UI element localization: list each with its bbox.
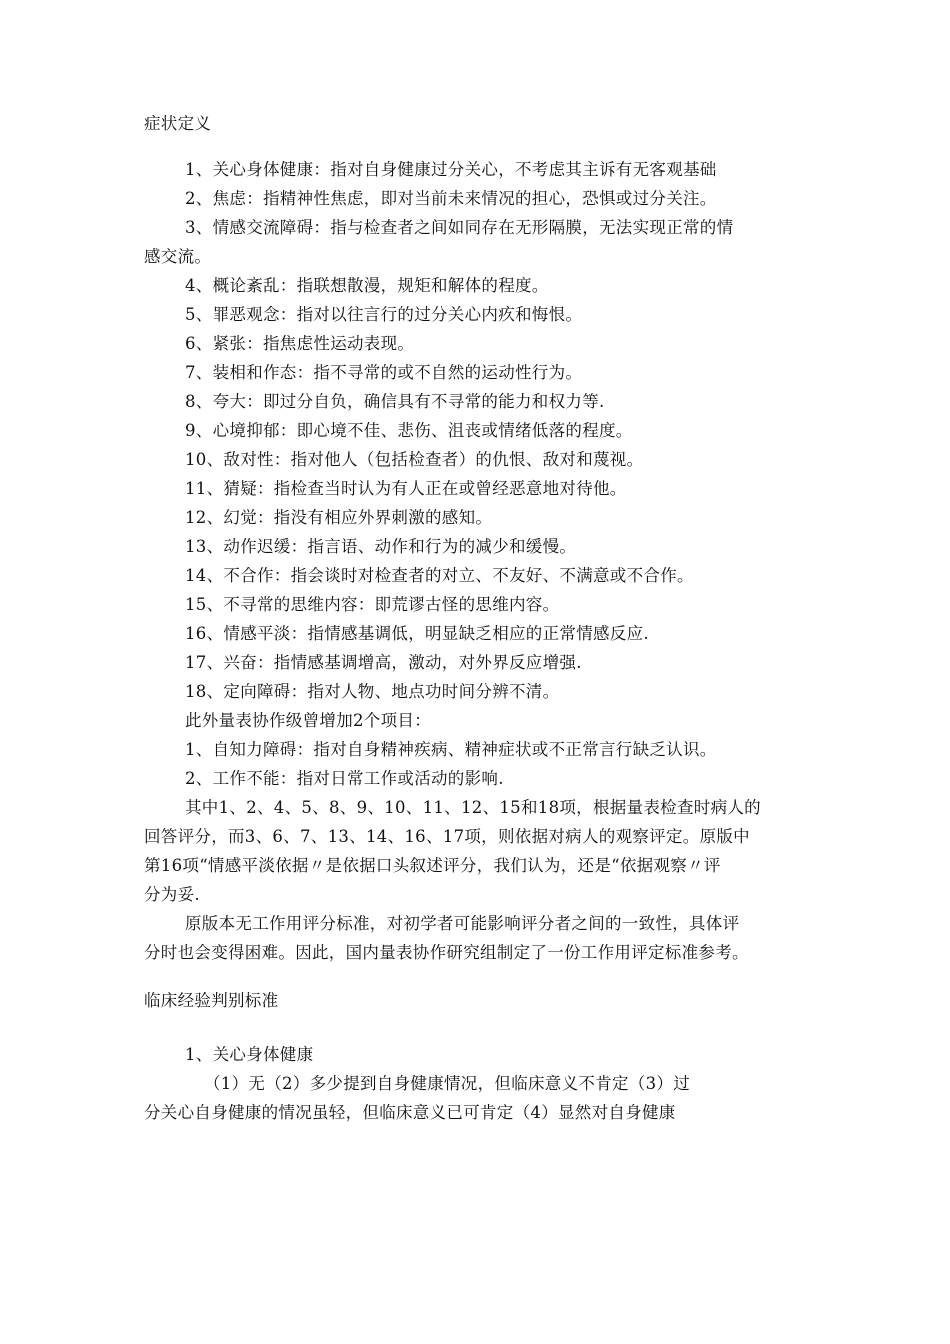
extra-item-1: 1、自知力障碍：指对自身精神疾病、精神症状或不正常言行缺乏认识。 (185, 740, 717, 759)
criteria-item-1-line-2: 分关心自身健康的情况虽轻，但临床意义已可肯定（4）显然对自身健康 (144, 1103, 676, 1122)
definition-item-1: 1、关心身体健康：指对自身健康过分关心，不考虑其主诉有无客观基础 (185, 160, 717, 179)
definition-item-11: 11、猜疑：指检查当时认为有人正在或曾经恶意地对待他。 (185, 479, 627, 498)
definition-item-10: 10、敌对性：指对他人（包括检查者）的仇恨、敌对和蔑视。 (185, 450, 644, 469)
definition-item-2: 2、焦虑：指精神性焦虑，即对当前未来情况的担心，恐惧或过分关注。 (185, 189, 717, 208)
paragraph-scoring-line-1: 其中1、2、4、5、8、9、10、11、12、15和18项，根据量表检查时病人的 (185, 798, 761, 817)
definition-item-12: 12、幻觉：指没有相应外界刺激的感知。 (185, 508, 493, 527)
definition-item-13: 13、动作迟缓：指言语、动作和行为的减少和缓慢。 (185, 537, 577, 556)
paragraph-standard-line-1: 原版本无工作用评分标准，对初学者可能影响评分者之间的一致性，具体评 (185, 914, 740, 933)
definition-item-14: 14、不合作：指会谈时对检查者的对立、不友好、不满意或不合作。 (185, 566, 694, 585)
section-title-symptom-definition: 症状定义 (144, 114, 212, 133)
definition-item-7: 7、装相和作态：指不寻常的或不自然的运动性行为。 (185, 363, 583, 382)
definition-item-8: 8、夸大：即过分自负，确信具有不寻常的能力和权力等. (185, 392, 605, 411)
definition-item-9: 9、心境抑郁：即心境不佳、悲伤、沮丧或情绪低落的程度。 (185, 421, 633, 440)
definition-item-16: 16、情感平淡：指情感基调低，明显缺乏相应的正常情感反应. (185, 624, 649, 643)
definition-item-15: 15、不寻常的思维内容：即荒谬古怪的思维内容。 (185, 595, 560, 614)
definition-item-3: 3、情感交流障碍：指与检查者之间如同存在无形隔膜，无法实现正常的情 (185, 218, 734, 237)
definition-item-18: 18、定向障碍：指对人物、地点功时间分辨不清。 (185, 682, 560, 701)
criteria-item-1-line-1: （1）无（2）多少提到自身健康情况，但临床意义不肯定（3）过 (204, 1074, 690, 1093)
definition-item-6: 6、紧张：指焦虑性运动表现。 (185, 334, 415, 353)
definition-item-4: 4、概论紊乱：指联想散漫，规矩和解体的程度。 (185, 276, 549, 295)
extra-item-2: 2、工作不能：指对日常工作或活动的影响. (185, 769, 504, 788)
paragraph-scoring-line-3: 第16项“情感平淡依据〃是依据口头叙述评分，我们认为，还是“依据观察〃评 (144, 856, 721, 875)
section-title-clinical-criteria: 临床经验判别标准 (144, 991, 279, 1010)
extra-items-intro: 此外量表协作级曾增加2个项目： (185, 711, 431, 730)
criteria-item-1-title: 1、关心身体健康 (185, 1045, 314, 1064)
definition-item-17: 17、兴奋：指情感基调增高，激动，对外界反应增强. (185, 653, 582, 672)
definition-item-3-cont: 感交流。 (144, 247, 212, 266)
paragraph-scoring-line-4: 分为妥. (144, 885, 200, 904)
definition-item-5: 5、罪恶观念：指对以往言行的过分关心内疚和悔恨。 (185, 305, 583, 324)
paragraph-standard-line-2: 分时也会变得困难。因此，国内量表协作研究组制定了一份工作用评定标准参考。 (144, 943, 749, 962)
paragraph-scoring-line-2: 回答评分，而3、6、7、13、14、16、17项，则依据对病人的观察评定。原版中 (144, 827, 750, 846)
